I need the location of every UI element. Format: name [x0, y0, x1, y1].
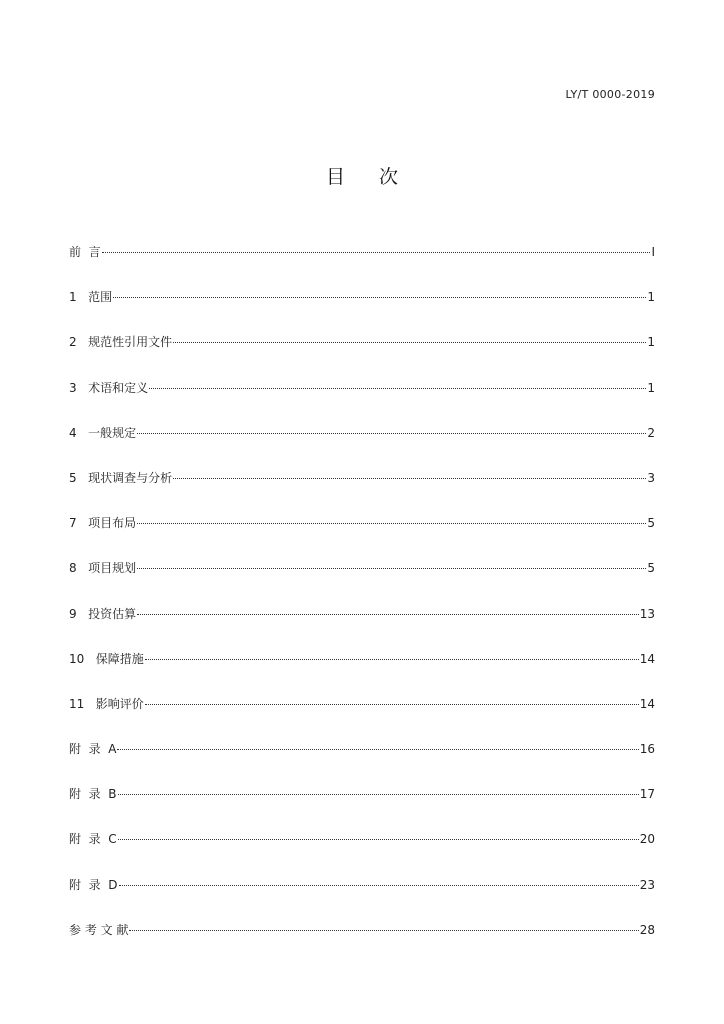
toc-entry-page: 13 — [639, 606, 655, 621]
toc-dot-leader — [173, 478, 646, 479]
toc-entry-page: 1 — [647, 380, 655, 395]
toc-entry-label: 参 考 文 献 — [69, 922, 129, 937]
toc-dot-leader — [118, 794, 639, 795]
toc-entry-page: 14 — [639, 696, 655, 711]
toc-entry-page: 23 — [639, 877, 655, 892]
toc-entry-appendix-b[interactable] — [69, 786, 655, 831]
toc-dot-leader — [117, 749, 638, 750]
toc-entry-label: 附 录 B — [69, 787, 117, 802]
toc-entry-status-survey[interactable] — [69, 470, 655, 515]
toc-entry-page: 17 — [639, 787, 655, 802]
toc-dot-leader — [137, 523, 646, 524]
toc-dot-leader — [145, 659, 639, 660]
toc-entry-label: 5 现状调查与分析 — [69, 470, 173, 485]
toc-entry-page: 5 — [647, 561, 655, 576]
toc-entry-label: 附 录 C — [69, 832, 117, 847]
toc-entry-label: 8 项目规划 — [69, 561, 137, 576]
toc-title: 目 次 — [325, 166, 413, 188]
toc-entry-page: 14 — [639, 651, 655, 666]
toc-entry-label: 前 言 — [69, 245, 101, 259]
toc-entry-page: 1 — [647, 335, 655, 350]
toc-entry-project-layout[interactable] — [69, 515, 655, 560]
toc-entry-label: 附 录 D — [69, 877, 118, 892]
toc-entry-page: 5 — [647, 516, 655, 531]
toc-entry-investment-estimate[interactable] — [69, 606, 655, 651]
toc-entry-foreword[interactable] — [69, 244, 655, 289]
toc-entry-label: 10 保障措施 — [69, 651, 144, 666]
toc-entry-impact-assessment[interactable] — [69, 696, 655, 741]
toc-entry-page: 16 — [639, 742, 655, 757]
toc-dot-leader — [137, 433, 646, 434]
toc-dot-leader — [118, 839, 639, 840]
toc-dot-leader — [137, 614, 639, 615]
toc-entry-label: 9 投资估算 — [69, 606, 137, 621]
toc-dot-leader — [119, 885, 639, 886]
toc-entry-safeguard-measures[interactable] — [69, 651, 655, 696]
toc-entry-page: 3 — [647, 470, 655, 485]
table-of-contents — [69, 244, 655, 967]
toc-entry-appendix-a[interactable] — [69, 741, 655, 786]
toc-dot-leader — [102, 252, 651, 253]
toc-entry-page: 1 — [647, 290, 655, 305]
toc-entry-label: 4 一般规定 — [69, 425, 137, 440]
toc-entry-label: 3 术语和定义 — [69, 380, 149, 395]
toc-entry-label: 附 录 A — [69, 742, 117, 757]
toc-entry-appendix-c[interactable] — [69, 831, 655, 876]
standard-code: LY/T 0000-2019 — [565, 88, 655, 101]
toc-entry-label: 1 范围 — [69, 290, 113, 305]
toc-entry-page: 2 — [647, 425, 655, 440]
toc-entry-scope[interactable] — [69, 289, 655, 334]
toc-dot-leader — [113, 297, 646, 298]
toc-entry-appendix-d[interactable] — [69, 877, 655, 922]
toc-entry-page: 28 — [639, 922, 655, 937]
toc-entry-label: 7 项目布局 — [69, 516, 137, 531]
toc-entry-normative-references[interactable] — [69, 334, 655, 379]
toc-entry-general-provisions[interactable] — [69, 425, 655, 470]
toc-dot-leader — [173, 342, 646, 343]
toc-entry-page: I — [651, 245, 655, 259]
toc-entry-references[interactable] — [69, 922, 655, 967]
toc-entry-label: 2 规范性引用文件 — [69, 335, 173, 350]
toc-entry-project-planning[interactable] — [69, 560, 655, 605]
toc-entry-label: 11 影响评价 — [69, 696, 144, 711]
toc-entry-terms-definitions[interactable] — [69, 380, 655, 425]
toc-entry-page: 20 — [639, 832, 655, 847]
toc-dot-leader — [137, 568, 646, 569]
toc-dot-leader — [149, 388, 646, 389]
toc-dot-leader — [145, 704, 639, 705]
toc-dot-leader — [129, 930, 638, 931]
